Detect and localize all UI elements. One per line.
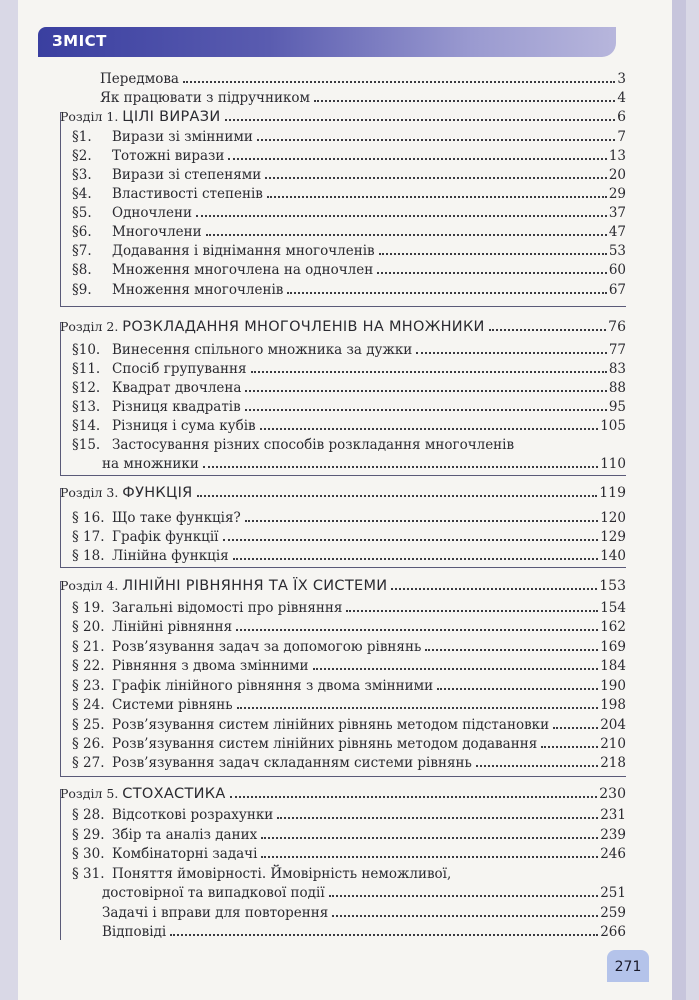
dot-leader xyxy=(225,119,616,121)
section-title: Комбінаторні задачі xyxy=(112,846,258,862)
dot-leader xyxy=(245,409,607,411)
section-entry xyxy=(62,843,626,863)
chapter-title: ЛІНІЙНІ РІВНЯННЯ ТА ЇХ СИСТЕМИ xyxy=(122,578,388,594)
section-entry xyxy=(62,655,626,675)
dot-leader xyxy=(329,895,599,897)
dot-leader xyxy=(489,329,606,331)
section-number: § 17. xyxy=(72,529,105,545)
section-number: §2. xyxy=(72,148,92,164)
dot-leader xyxy=(206,234,607,236)
section-entry xyxy=(62,545,626,565)
dot-leader xyxy=(245,390,606,392)
section-entry xyxy=(62,202,626,222)
chapter-divider xyxy=(60,306,626,307)
section-number: § 29. xyxy=(72,827,105,843)
dot-leader xyxy=(416,352,607,354)
section-title: Лінійні рівняння xyxy=(112,619,233,635)
dot-leader xyxy=(257,139,616,141)
section-title: Спосіб групування xyxy=(112,361,247,377)
dot-leader xyxy=(170,934,598,936)
section-number: §14. xyxy=(72,418,101,434)
section-entry xyxy=(62,804,626,824)
chapter-heading xyxy=(60,783,626,803)
section-page: 83 xyxy=(608,361,626,377)
section-entry xyxy=(62,377,626,397)
section-number: §9. xyxy=(72,282,92,298)
section-title: Многочлени xyxy=(112,224,202,240)
section-page: 110 xyxy=(600,456,626,472)
appendix-entry xyxy=(102,902,626,922)
section-title: Вирази зі змінними xyxy=(112,129,253,145)
entry-title: Як працювати з підручником xyxy=(100,90,311,106)
dot-leader xyxy=(313,668,599,670)
section-number: §5. xyxy=(72,205,92,221)
section-number: §13. xyxy=(72,399,101,415)
section-entry xyxy=(62,279,626,299)
section-entry xyxy=(62,616,626,636)
dot-leader xyxy=(267,196,607,198)
dot-leader xyxy=(391,588,597,590)
section-entry xyxy=(62,259,626,279)
section-entry xyxy=(62,694,626,714)
section-entry xyxy=(62,714,626,734)
section-number: § 19. xyxy=(72,600,105,616)
dot-leader xyxy=(203,466,598,468)
appendix-entry xyxy=(102,921,626,941)
section-number: §12. xyxy=(72,380,101,396)
section-entry xyxy=(62,415,626,435)
section-page: 218 xyxy=(600,755,626,771)
section-page: 67 xyxy=(608,282,626,298)
chapter-page: 76 xyxy=(608,319,626,335)
section-entry xyxy=(62,752,626,772)
section-number: § 24. xyxy=(72,697,105,713)
section-page: 239 xyxy=(600,827,626,843)
section-title: Збір та аналіз даних xyxy=(112,827,258,843)
section-title: Різниця квадратів xyxy=(112,399,241,415)
dot-leader xyxy=(196,215,607,217)
section-page: 246 xyxy=(600,846,626,862)
dot-leader xyxy=(233,558,599,560)
section-page: 47 xyxy=(608,224,626,240)
section-title: Властивості степенів xyxy=(112,186,263,202)
section-number: § 23. xyxy=(72,678,105,694)
dot-leader xyxy=(377,272,607,274)
section-title: Множення многочлена на одночлен xyxy=(112,262,374,278)
dot-leader xyxy=(314,100,615,102)
section-number: § 25. xyxy=(72,717,105,733)
section-title: Графік лінійного рівняння з двома змінними xyxy=(112,678,434,694)
section-entry xyxy=(62,145,626,165)
section-page: 13 xyxy=(608,148,626,164)
chapter-title: РОЗКЛАДАННЯ МНОГОЧЛЕНІВ НА МНОЖНИКИ xyxy=(122,319,485,335)
section-number: §11. xyxy=(72,361,101,377)
dot-leader xyxy=(277,817,598,819)
dot-leader xyxy=(260,428,599,430)
chapter-rule-vertical xyxy=(60,488,61,567)
section-number: §3. xyxy=(72,167,92,183)
section-entry xyxy=(62,863,626,883)
chapter-rule-vertical xyxy=(60,322,61,475)
dot-leader xyxy=(261,837,598,839)
section-entry xyxy=(62,358,626,378)
section-number: §8. xyxy=(72,262,92,278)
section-title: Різниця і сума кубів xyxy=(112,418,256,434)
dot-leader xyxy=(287,292,606,294)
section-title: Квадрат двочлена xyxy=(112,380,242,396)
section-number: § 21. xyxy=(72,639,105,655)
chapter-heading xyxy=(60,316,626,336)
dot-leader xyxy=(223,539,599,541)
section-page: 88 xyxy=(608,380,626,396)
section-number: §1. xyxy=(72,129,92,145)
section-title: Розв’язування задач за допомогою рівнянь xyxy=(112,639,422,655)
section-title-continued: достовірної та випадкової події xyxy=(102,885,325,901)
chapter-page: 153 xyxy=(599,578,626,594)
chapter-label: Розділ 4. xyxy=(60,578,119,593)
chapter-heading xyxy=(60,575,626,595)
entry-page: 4 xyxy=(617,90,626,106)
section-title: Розв’язування задач складанням системи рівнянь xyxy=(112,755,472,771)
section-entry xyxy=(62,675,626,695)
section-number: § 27. xyxy=(72,755,105,771)
chapter-label: Розділ 3. xyxy=(60,485,119,500)
section-number: § 31. xyxy=(72,866,105,882)
section-title: Додавання і віднімання многочленів xyxy=(112,243,375,259)
dot-leader xyxy=(230,796,598,798)
dot-leader xyxy=(261,856,598,858)
dot-leader xyxy=(346,610,598,612)
chapter-page: 119 xyxy=(599,485,626,501)
section-title: Розв’язування систем лінійних рівнянь методом підстановки xyxy=(112,717,550,733)
section-number: § 16. xyxy=(72,510,105,526)
section-title: Множення многочленів xyxy=(112,282,284,298)
chapter-divider xyxy=(60,776,626,777)
dot-leader xyxy=(237,707,599,709)
section-page: 169 xyxy=(600,639,626,655)
section-page: 154 xyxy=(600,600,626,616)
dot-leader xyxy=(197,495,598,497)
section-number: § 26. xyxy=(72,736,105,752)
section-page: 7 xyxy=(617,129,626,145)
chapter-label: Розділ 1. xyxy=(60,109,119,124)
entry-title: Передмова xyxy=(100,71,179,87)
section-entry-continued xyxy=(102,453,626,473)
dot-leader xyxy=(251,371,607,373)
section-page: 204 xyxy=(600,717,626,733)
section-entry xyxy=(62,221,626,241)
section-number: §6. xyxy=(72,224,92,240)
section-title: Вирази зі степенями xyxy=(112,167,262,183)
contents-title: ЗМІСТ xyxy=(52,32,107,50)
intro-entry xyxy=(100,68,626,88)
section-page: 129 xyxy=(600,529,626,545)
section-title: Рівняння з двома змінними xyxy=(112,658,309,674)
section-page: 95 xyxy=(608,399,626,415)
section-title: Системи рівнянь xyxy=(112,697,233,713)
dot-leader xyxy=(332,915,598,917)
section-entry xyxy=(62,396,626,416)
entry-page: 266 xyxy=(600,924,626,940)
section-title: Розв’язування систем лінійних рівнянь методом додавання xyxy=(112,736,538,752)
entry-page: 259 xyxy=(600,905,626,921)
section-entry xyxy=(62,126,626,146)
section-entry xyxy=(62,824,626,844)
entry-page: 3 xyxy=(617,71,626,87)
section-entry xyxy=(62,164,626,184)
section-title: Відсоткові розрахунки xyxy=(112,807,274,823)
section-number: § 18. xyxy=(72,548,105,564)
dot-leader xyxy=(265,177,607,179)
section-number: §7. xyxy=(72,243,92,259)
section-page: 37 xyxy=(608,205,626,221)
chapter-label: Розділ 5. xyxy=(60,786,119,801)
chapter-heading xyxy=(60,482,626,502)
section-page: 251 xyxy=(600,885,626,901)
chapter-rule-vertical xyxy=(60,112,61,306)
chapter-label: Розділ 2. xyxy=(60,319,119,334)
page-number: 271 xyxy=(607,950,649,982)
dot-leader xyxy=(476,765,598,767)
dot-leader xyxy=(425,649,598,651)
section-page: 60 xyxy=(608,262,626,278)
section-number: §4. xyxy=(72,186,92,202)
section-page: 184 xyxy=(600,658,626,674)
section-entry-continued xyxy=(102,882,626,902)
chapter-divider xyxy=(60,475,626,476)
chapter-rule-vertical xyxy=(60,581,61,776)
section-page: 210 xyxy=(600,736,626,752)
section-number: § 22. xyxy=(72,658,105,674)
section-page: 231 xyxy=(600,807,626,823)
chapter-title: ФУНКЦІЯ xyxy=(122,485,193,501)
section-title: Винесення спільного множника за дужки xyxy=(112,342,413,358)
dot-leader xyxy=(437,688,598,690)
dot-leader xyxy=(245,520,598,522)
section-entry xyxy=(62,240,626,260)
section-page: 29 xyxy=(608,186,626,202)
section-entry xyxy=(62,183,626,203)
section-number: § 30. xyxy=(72,846,105,862)
section-entry xyxy=(62,733,626,753)
entry-title: Відповіді xyxy=(102,924,167,940)
section-number: § 20. xyxy=(72,619,105,635)
section-number: § 28. xyxy=(72,807,105,823)
chapter-divider xyxy=(60,567,626,568)
section-entry xyxy=(62,636,626,656)
section-page: 198 xyxy=(600,697,626,713)
section-page: 20 xyxy=(608,167,626,183)
section-title: Поняття ймовірності. Ймовірність неможливої, xyxy=(112,866,452,882)
section-page: 140 xyxy=(600,548,626,564)
chapter-page: 6 xyxy=(617,109,626,125)
section-entry xyxy=(62,526,626,546)
section-number: §10. xyxy=(72,342,101,358)
section-page: 162 xyxy=(600,619,626,635)
chapter-title: СТОХАСТИКА xyxy=(122,786,226,802)
section-entry xyxy=(62,597,626,617)
entry-title: Задачі і вправи для повторення xyxy=(102,905,329,921)
dot-leader xyxy=(228,158,606,160)
section-entry xyxy=(62,507,626,527)
section-page: 190 xyxy=(600,678,626,694)
section-title: Тотожні вирази xyxy=(112,148,225,164)
section-entry xyxy=(62,434,626,454)
section-number: §15. xyxy=(72,437,101,453)
section-entry xyxy=(62,339,626,359)
dot-leader xyxy=(553,727,598,729)
dot-leader xyxy=(183,81,615,83)
section-page: 53 xyxy=(608,243,626,259)
dot-leader xyxy=(236,629,598,631)
chapter-title: ЦІЛІ ВИРАЗИ xyxy=(122,109,221,125)
section-title: Графік функції xyxy=(112,529,219,545)
section-page: 77 xyxy=(608,342,626,358)
chapter-page: 230 xyxy=(599,786,626,802)
section-title-continued: на множники xyxy=(102,456,199,472)
section-title: Лінійна функція xyxy=(112,548,229,564)
section-title: Загальні відомості про рівняння xyxy=(112,600,343,616)
section-page: 120 xyxy=(600,510,626,526)
intro-entry xyxy=(100,87,626,107)
section-title: Одночлени xyxy=(112,205,192,221)
chapter-rule-vertical xyxy=(60,789,61,940)
chapter-heading xyxy=(60,106,626,126)
section-title: Застосування різних способів розкладання многочленів xyxy=(112,437,515,453)
section-title: Що таке функція? xyxy=(112,510,241,526)
dot-leader xyxy=(541,746,598,748)
section-page: 105 xyxy=(600,418,626,434)
dot-leader xyxy=(379,253,607,255)
